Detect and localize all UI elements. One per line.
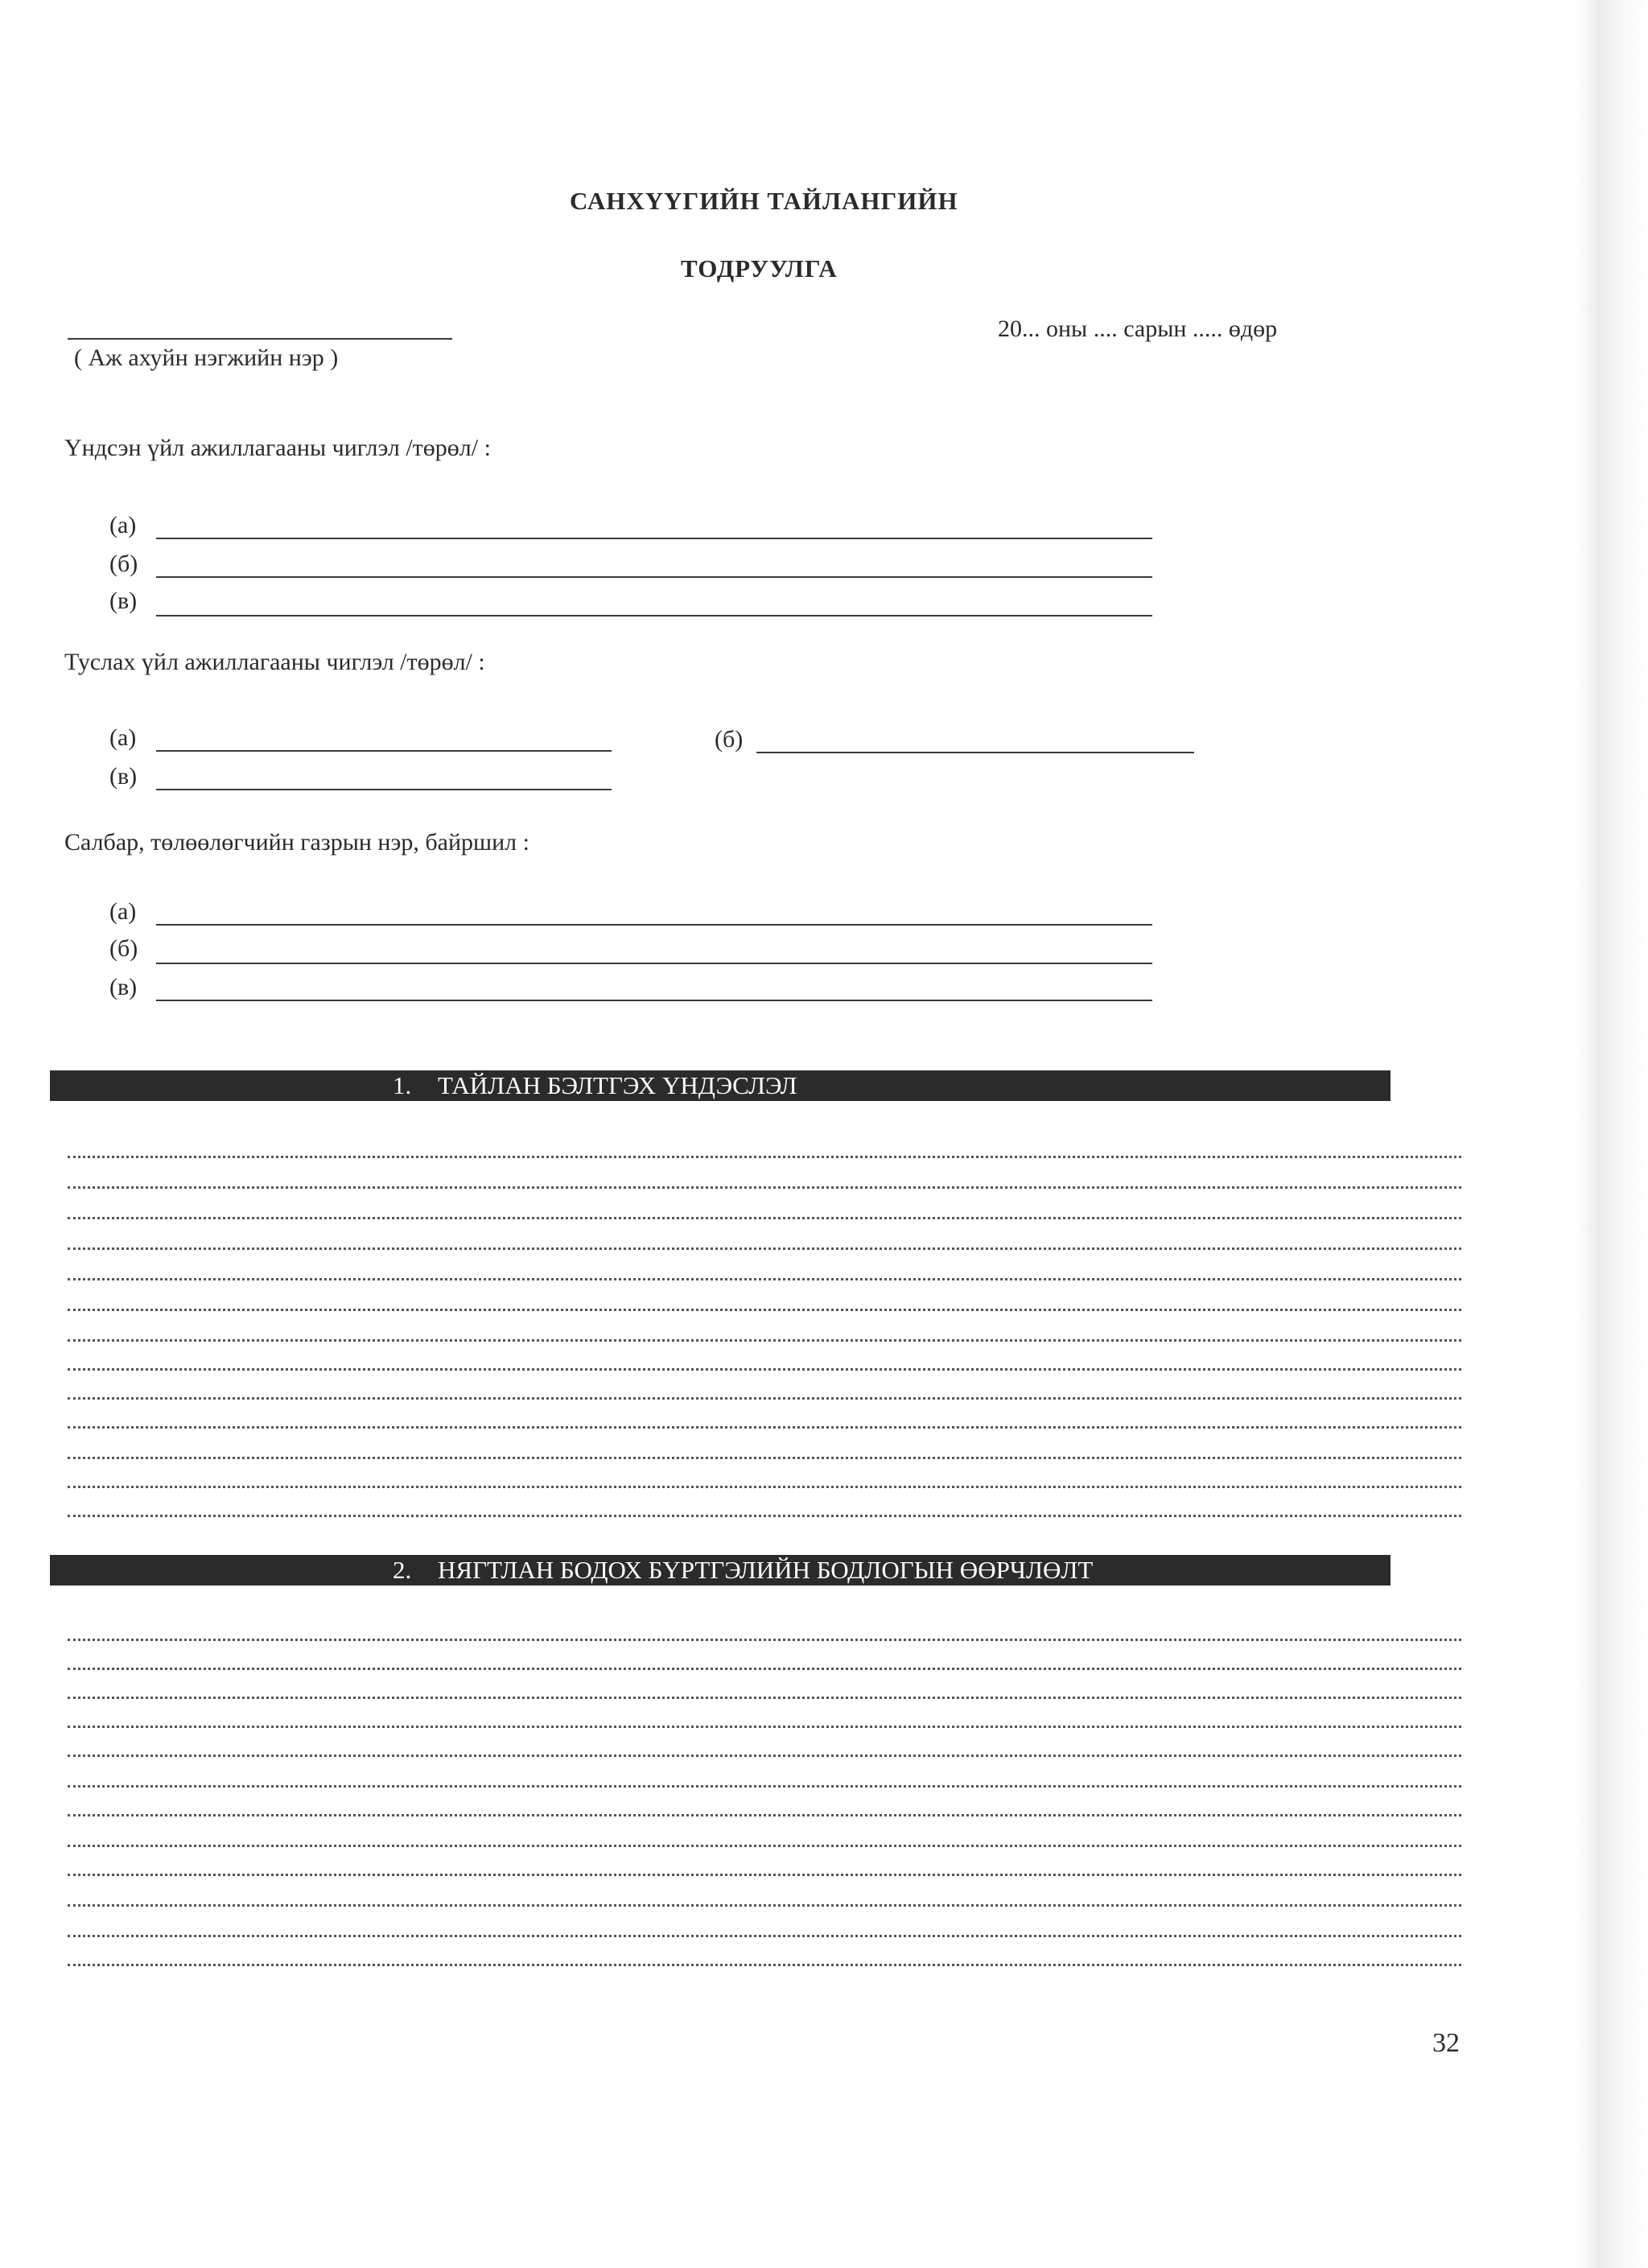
branches-label-b: (б) bbox=[109, 935, 138, 962]
dotted-line bbox=[68, 1397, 1461, 1400]
dotted-line bbox=[68, 1964, 1461, 1966]
section-2-number: 2. bbox=[393, 1556, 412, 1584]
branches-label-a: (а) bbox=[109, 898, 137, 925]
support-activity-field-a[interactable] bbox=[156, 750, 612, 752]
branches-label-c: (в) bbox=[109, 974, 138, 1000]
dotted-line bbox=[68, 1426, 1461, 1429]
main-activity-label-a: (а) bbox=[109, 512, 137, 538]
dotted-line bbox=[68, 1156, 1461, 1158]
dotted-line bbox=[68, 1309, 1461, 1311]
doc-title-line2: ТОДРУУЛГА bbox=[681, 254, 838, 282]
main-activity-label-c: (в) bbox=[109, 588, 138, 614]
dotted-line bbox=[68, 1486, 1461, 1488]
support-activity-heading: Туслах үйл ажиллагааны чиглэл /төрөл/ : bbox=[64, 649, 485, 675]
dotted-line bbox=[68, 1904, 1461, 1907]
dotted-line bbox=[68, 1639, 1461, 1641]
dotted-line bbox=[68, 1697, 1461, 1699]
dotted-line bbox=[68, 1368, 1461, 1371]
dotted-line bbox=[68, 1457, 1461, 1459]
dotted-line bbox=[68, 1186, 1461, 1189]
support-activity-label-c: (в) bbox=[109, 763, 138, 790]
branches-field-c[interactable] bbox=[156, 1000, 1152, 1001]
entity-name-field[interactable] bbox=[68, 338, 452, 340]
section-1-header bbox=[50, 1070, 1390, 1101]
dotted-line bbox=[68, 1814, 1461, 1816]
support-activity-label-b: (б) bbox=[715, 726, 744, 753]
section-2-header bbox=[50, 1555, 1390, 1586]
dotted-line bbox=[68, 1217, 1461, 1219]
scan-edge-shadow bbox=[1577, 0, 1648, 2268]
section-1-title: ТАЙЛАН БЭЛТГЭХ ҮНДЭСЛЭЛ bbox=[438, 1071, 797, 1099]
dotted-line bbox=[68, 1935, 1461, 1937]
main-activity-label-b: (б) bbox=[109, 551, 138, 577]
dotted-line bbox=[68, 1515, 1461, 1517]
support-activity-field-c[interactable] bbox=[156, 789, 612, 790]
dotted-line bbox=[68, 1278, 1461, 1280]
branches-field-b[interactable] bbox=[156, 963, 1152, 964]
main-activity-field-c[interactable] bbox=[156, 615, 1152, 616]
dotted-line bbox=[68, 1845, 1461, 1847]
entity-name-caption: ( Аж ахуйн нэгжийн нэр ) bbox=[74, 344, 339, 371]
support-activity-label-a: (а) bbox=[109, 724, 137, 751]
dotted-line bbox=[68, 1247, 1461, 1250]
doc-title-line1: САНХҮҮГИЙН ТАЙЛАНГИЙН bbox=[570, 187, 958, 215]
dotted-line bbox=[68, 1668, 1461, 1670]
date-line: 20... оны .... сарын ..... өдөр bbox=[998, 315, 1278, 342]
main-activity-field-b[interactable] bbox=[156, 576, 1152, 578]
section-2-title: НЯГТЛАН БОДОХ БҮРТГЭЛИЙН БОДЛОГЫН ӨӨРЧЛӨЛТ bbox=[438, 1556, 1094, 1584]
main-activity-field-a[interactable] bbox=[156, 538, 1152, 539]
dotted-line bbox=[68, 1874, 1461, 1876]
page-number: 32 bbox=[1432, 2028, 1460, 2058]
main-activity-heading: Үндсэн үйл ажиллагааны чиглэл /төрөл/ : bbox=[64, 435, 491, 461]
dotted-line bbox=[68, 1755, 1461, 1757]
dotted-line bbox=[68, 1726, 1461, 1728]
dotted-line bbox=[68, 1339, 1461, 1342]
support-activity-field-b[interactable] bbox=[756, 752, 1194, 753]
dotted-line bbox=[68, 1785, 1461, 1788]
section-1-number: 1. bbox=[393, 1071, 412, 1099]
branches-heading: Салбар, төлөөлөгчийн газрын нэр, байршил : bbox=[64, 829, 529, 856]
branches-field-a[interactable] bbox=[156, 924, 1152, 926]
